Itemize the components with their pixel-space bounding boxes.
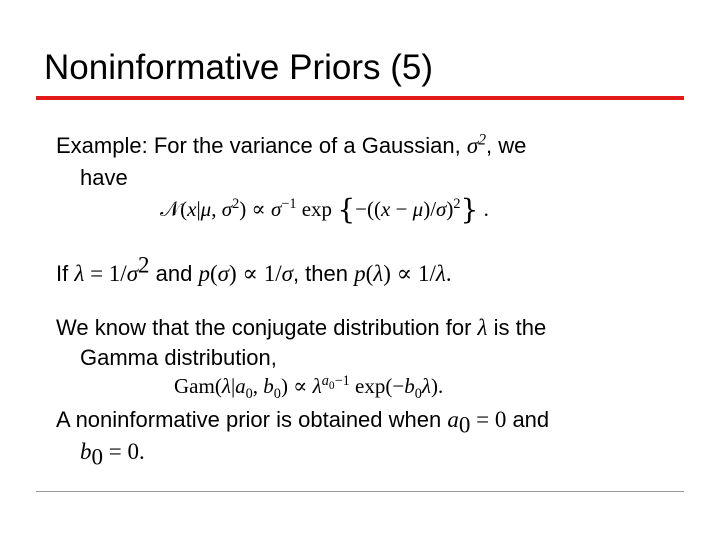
footer-divider	[36, 491, 684, 492]
slide-title: Noninformative Priors (5)	[44, 48, 433, 87]
equation-gamma: $Gam(\lambda|a_0$, $b_0) \propto \lambda^{a_0-1}$ $\exp(-b_0\lambda)$.	[174, 373, 444, 403]
paragraph-noninformative-line2: $b_0 = 0$.	[80, 439, 145, 470]
math-p-lambda: p	[354, 261, 366, 286]
then-text: , then	[292, 261, 355, 286]
conjugate-text-end: is the	[487, 315, 547, 340]
if-text: If	[56, 261, 75, 286]
paragraph-conjugate	[56, 313, 546, 343]
math-sigma-squared: $\sigma^2$	[466, 131, 487, 158]
paragraph-example-line2: have	[80, 165, 128, 190]
title-underline	[36, 96, 684, 100]
math-lambda: λ	[477, 315, 488, 340]
paragraph-noninformative: A noninformative prior is obtained when $a_0 = 0$ and	[56, 407, 550, 438]
paragraph-conjugate-line2: Gamma distribution,	[80, 345, 277, 370]
math-p-sigma: p	[198, 261, 210, 286]
paragraph-if: If $\lambda = 1/\sigma^2$ and p(σ) ∝ 1/σ, then p(λ) ∝ 1/λ.	[56, 252, 452, 286]
example-text-end: , we	[486, 133, 527, 158]
equation-gaussian-variance: 𝒩(x|μ, $\sigma^2) \propto \sigma^{-1}$ $\exp \{-((x - \mu)/\sigma)^2\}$ .	[160, 193, 489, 226]
math-b0: b	[80, 439, 92, 464]
example-text-start: Example: For the variance of a Gaussian,	[56, 133, 467, 158]
math-a0: a	[447, 407, 459, 432]
noninformative-text-end: and	[506, 407, 550, 432]
and-text: and	[149, 261, 199, 286]
conjugate-text-start: We know that the conjugate distribution for	[56, 315, 478, 340]
paragraph-example	[56, 131, 526, 161]
math-lambda-definition: λ	[74, 261, 85, 286]
noninformative-text-start: A noninformative prior is obtained when	[56, 407, 448, 432]
